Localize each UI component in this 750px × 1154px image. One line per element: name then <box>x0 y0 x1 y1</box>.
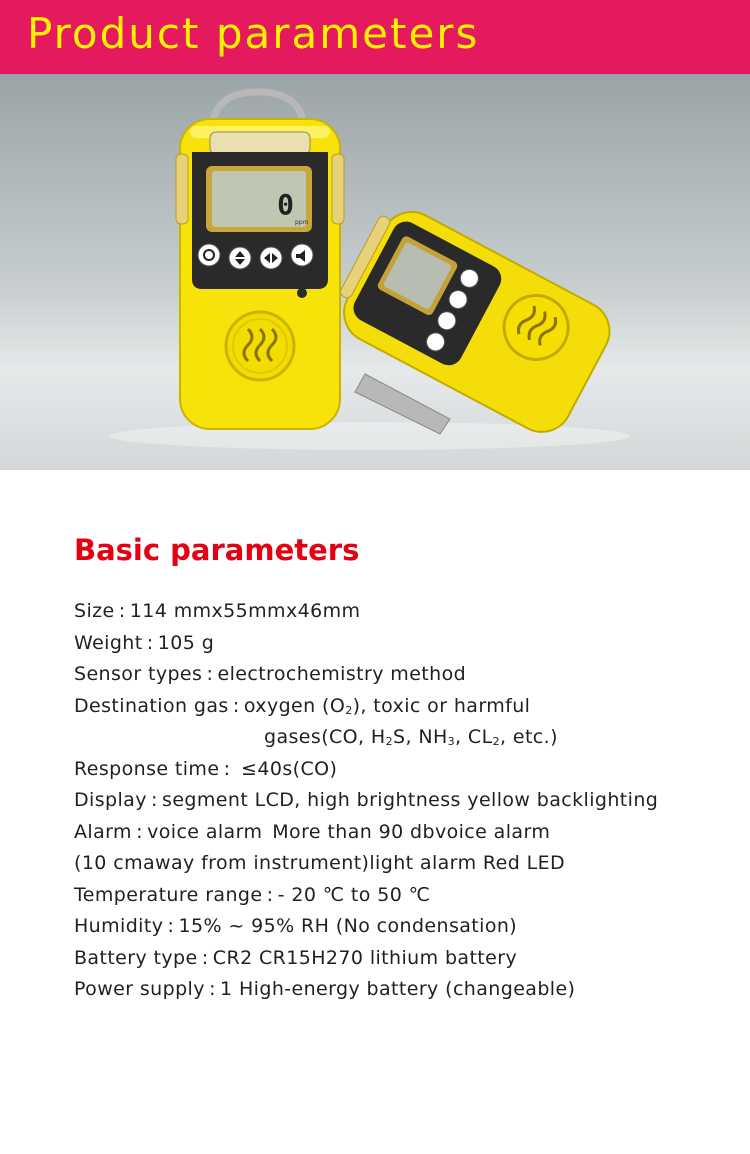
subscript: 2 <box>385 735 393 748</box>
parameter-line <box>74 691 734 723</box>
parameter-line <box>74 785 734 817</box>
page-title: Product parameters <box>27 9 480 58</box>
parameter-text: ), toxic or harmful <box>352 694 531 717</box>
parameter-line <box>74 848 734 880</box>
left-right-button-icon <box>260 247 282 269</box>
lcd-unit: ppm <box>295 219 309 226</box>
gas-detector-photo <box>0 74 750 470</box>
parameter-text: Size : 114 mmx55mmx46mm <box>74 600 361 622</box>
section-title: Basic parameters <box>74 533 360 567</box>
parameter-list <box>74 596 734 1006</box>
power-button-icon <box>198 244 220 266</box>
gas-detector-photo-svg <box>0 74 750 470</box>
parameter-text: Temperature range : - 20 ℃ to 50 ℃ <box>74 883 431 906</box>
up-down-button-icon <box>229 247 251 269</box>
parameter-line <box>74 659 734 691</box>
parameter-line <box>74 628 734 660</box>
parameter-text: Destination gas : oxygen (O <box>74 694 346 717</box>
parameter-text: S, NH <box>393 726 448 748</box>
parameter-line <box>74 754 734 786</box>
parameter-text: Alarm : voice alarm More than 90 dbvoice alarm <box>74 820 551 843</box>
parameter-line <box>74 817 734 849</box>
parameter-text: , etc.) <box>499 726 558 748</box>
parameter-line <box>74 596 734 628</box>
parameter-text: Weight : 105 g <box>74 631 215 654</box>
parameter-text: , CL <box>455 726 493 748</box>
parameter-line <box>74 880 734 912</box>
parameter-text: Power supply : 1 High-energy battery (changeable) <box>74 978 576 1000</box>
parameter-text: Response time : ≤40s(CO) <box>74 757 338 780</box>
subscript: 3 <box>447 735 456 748</box>
subscript: 2 <box>492 735 500 748</box>
parameter-line <box>74 943 734 975</box>
parameter-text: Display : segment LCD, high brightness yellow backlighting <box>74 789 659 811</box>
parameter-line <box>74 911 734 943</box>
parameter-text: Sensor types : electrochemistry method <box>74 663 467 685</box>
parameter-text: gases(CO, H <box>264 726 386 748</box>
parameter-text: Battery type : CR2 CR15H270 lithium battery <box>74 946 518 969</box>
parameter-line <box>74 974 734 1006</box>
page-header <box>0 0 750 74</box>
parameter-line <box>74 722 734 754</box>
parameter-text: (10 cmaway from instrument)light alarm Red LED <box>74 852 566 874</box>
lcd-reading: 0 <box>277 188 294 221</box>
parameter-text: Humidity : 15% ~ 95% RH (No condensation) <box>74 915 518 937</box>
subscript: 2 <box>345 703 353 717</box>
